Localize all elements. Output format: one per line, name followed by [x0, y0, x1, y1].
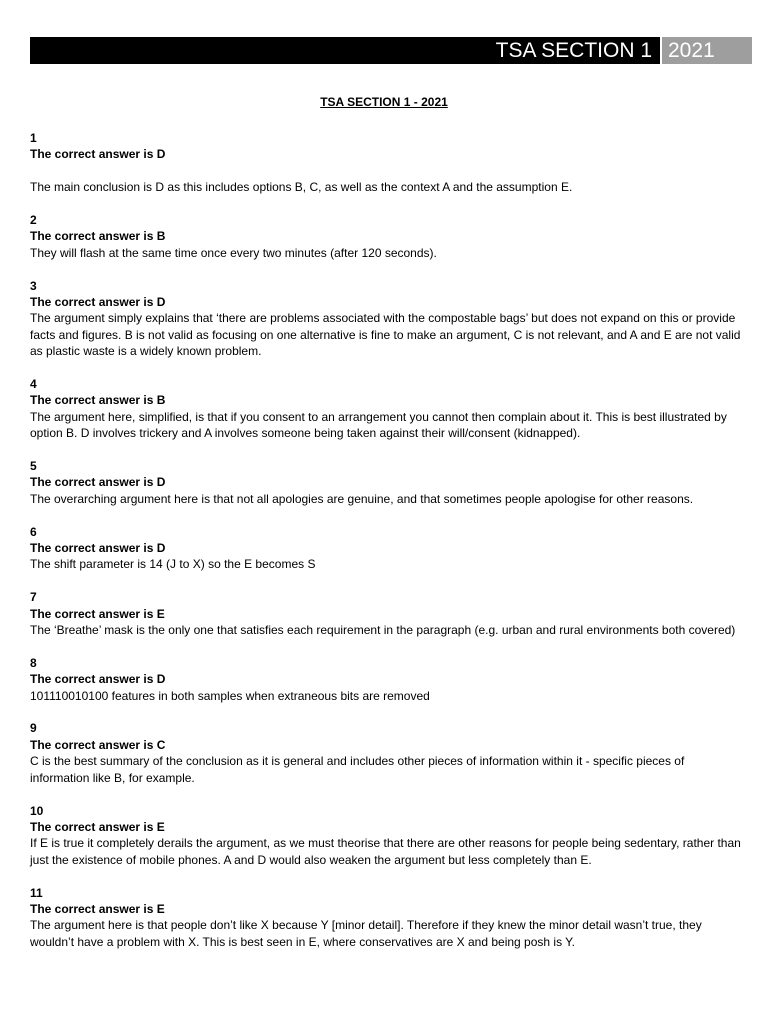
question-number: 2: [30, 213, 37, 227]
question-item: [30, 458, 742, 507]
question-number: 10: [30, 803, 44, 818]
answer-explanation: C is the best summary of the conclusion as it is general and includes other pieces of information within it - specific pieces of information like B, for example.: [30, 754, 685, 785]
answer-explanation: If E is true it completely derails the argument, as we must theorise that there are other reasons for people being sedentary, rather than just the existence of mobile phones. A and D would also weaken the argument but less completely than E.: [30, 836, 741, 867]
question-item: [30, 278, 742, 360]
question-item: [30, 130, 742, 196]
question-number: 3: [30, 278, 37, 293]
correct-answer: The correct answer is C: [30, 737, 166, 752]
question-number: 9: [30, 721, 37, 736]
correct-answer: The correct answer is E: [30, 901, 165, 916]
answer-list: [30, 130, 742, 967]
question-number: 6: [30, 524, 37, 539]
correct-answer: The correct answer is D: [30, 295, 166, 310]
question-item: [30, 720, 742, 786]
correct-answer: The correct answer is D: [30, 475, 166, 490]
answer-explanation: The overarching argument here is that not all apologies are genuine, and that sometimes people apologise for other reasons.: [30, 491, 694, 506]
correct-answer: The correct answer is D: [30, 541, 166, 556]
answer-explanation: The argument simply explains that ‘there are problems associated with the compostable bags’ but does not expand on this or provide facts and figures. B is not valid as focusing on one alternative is fine to make an argument, C is not relevant, and A and E are not valid as plastic waste is a widely known problem.: [30, 311, 741, 359]
correct-answer: The correct answer is B: [30, 229, 166, 244]
question-number: 4: [30, 377, 37, 392]
correct-answer: The correct answer is B: [30, 393, 166, 408]
question-item: [30, 589, 742, 638]
question-number: 7: [30, 590, 37, 605]
question-number: 8: [30, 655, 37, 670]
header-title: TSA SECTION 1: [30, 37, 660, 64]
header-year: 2021: [662, 37, 752, 64]
question-item: [30, 212, 742, 261]
correct-answer: The correct answer is E: [30, 606, 165, 621]
question-number: 1: [30, 131, 37, 145]
question-item: [30, 376, 742, 442]
document-title: TSA SECTION 1 - 2021: [320, 95, 448, 109]
question-item: [30, 524, 742, 573]
correct-answer: The correct answer is D: [30, 147, 166, 162]
answer-explanation: The shift parameter is 14 (J to X) so the E becomes S: [30, 557, 316, 572]
answer-explanation: The argument here, simplified, is that if you consent to an arrangement you cannot then complain about it. This is best illustrated by option B. D involves trickery and A involves someone being taken against their will/consent (kidnapped).: [30, 409, 727, 441]
header-bar: [30, 37, 752, 64]
correct-answer: The correct answer is E: [30, 819, 165, 834]
answer-explanation: 101110010100 features in both samples when extraneous bits are removed: [30, 688, 430, 703]
question-item: [30, 885, 742, 951]
answer-explanation: The main conclusion is D as this includes options B, C, as well as the context A and the assumption E.: [30, 180, 573, 195]
answer-explanation: The argument here is that people don’t like X because Y [minor detail]. Therefore if they knew the minor detail wasn’t true, they wouldn’t have a problem with X. This is best seen in E, where conservatives are X and being posh is Y.: [30, 918, 702, 949]
question-item: [30, 803, 742, 869]
answer-explanation: They will flash at the same time once every two minutes (after 120 seconds).: [30, 245, 437, 260]
question-item: [30, 655, 742, 704]
question-number: 11: [30, 885, 43, 900]
answer-explanation: The ‘Breathe’ mask is the only one that satisfies each requirement in the paragraph (e.g. urban and rural environments both covered): [30, 623, 736, 638]
correct-answer: The correct answer is D: [30, 672, 166, 687]
question-number: 5: [30, 459, 37, 474]
